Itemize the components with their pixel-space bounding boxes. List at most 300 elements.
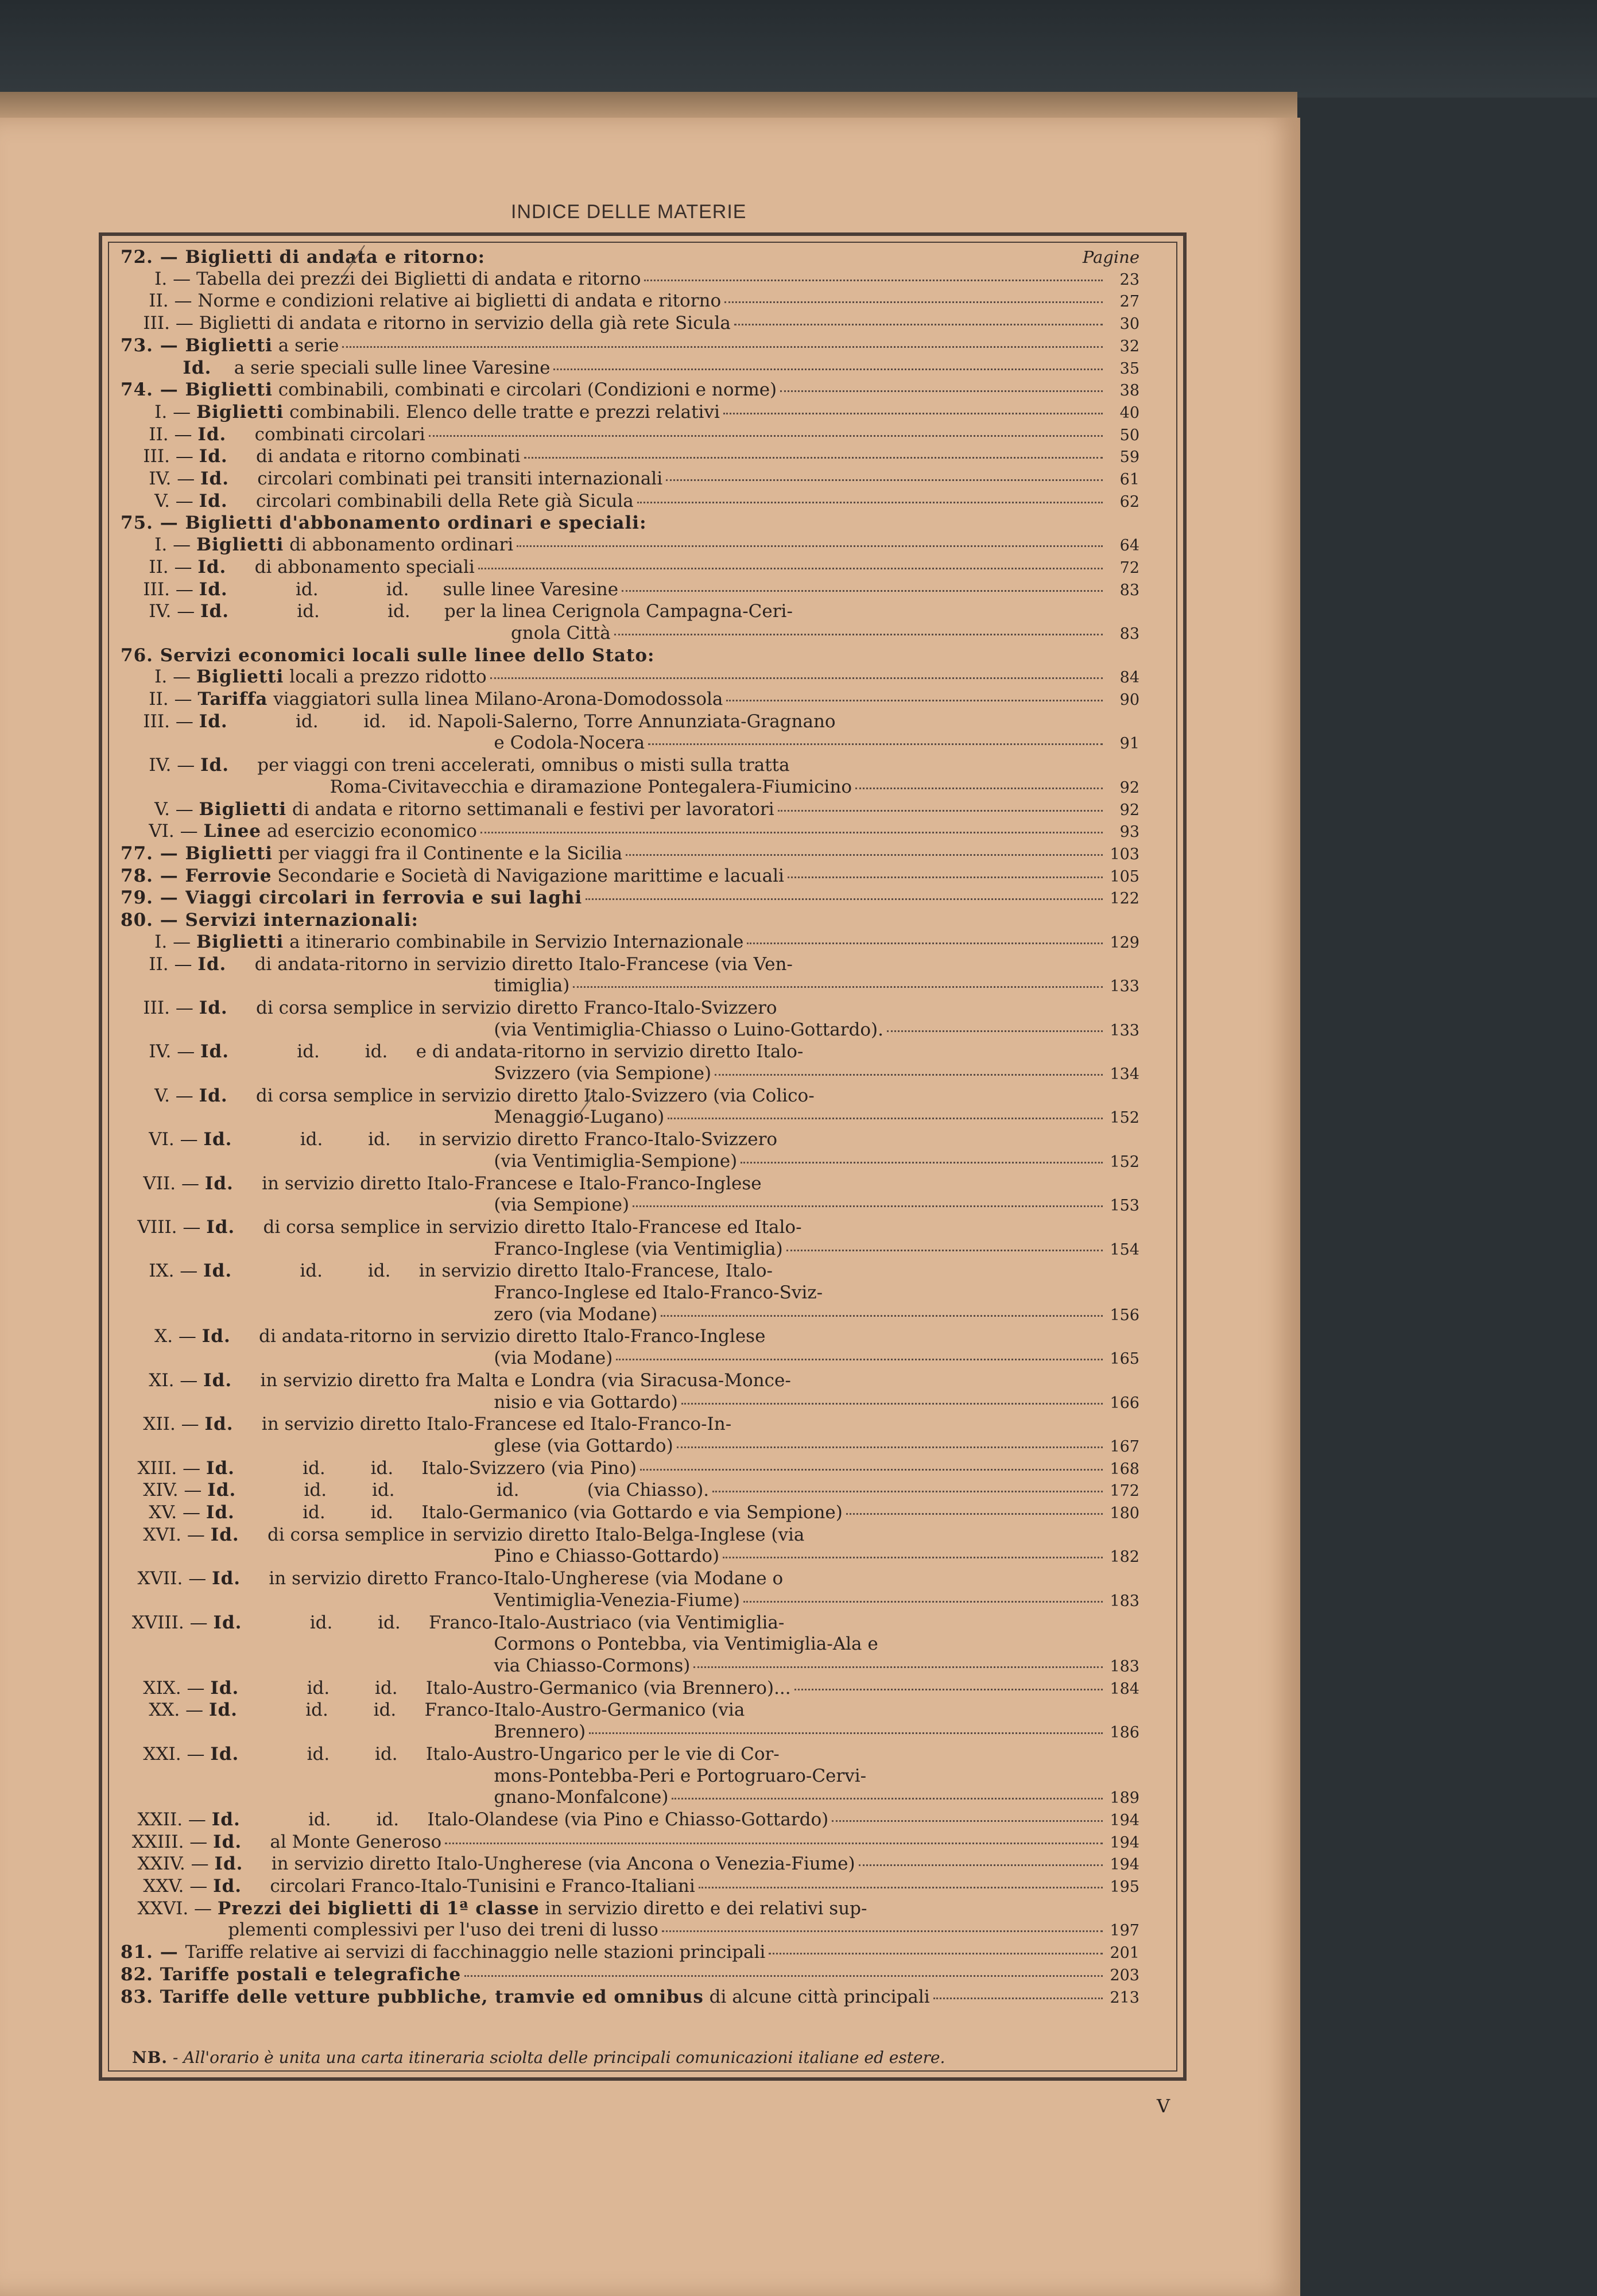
- toc-row-number: 80. —: [121, 910, 185, 931]
- toc-row-number: XXIV. —: [121, 1853, 215, 1875]
- toc-row-number: XV. —: [121, 1502, 206, 1523]
- toc-row-number: [121, 1063, 494, 1085]
- toc-row-body: [494, 1436, 1106, 1457]
- toc-row: [121, 1655, 1139, 1678]
- dot-leader: [735, 1425, 1103, 1426]
- toc-row-number: [121, 1194, 494, 1216]
- toc-row-body: [212, 1809, 1106, 1831]
- toc-row-lead: Id.: [211, 1809, 241, 1830]
- toc-row-page: 30: [1119, 315, 1139, 333]
- toc-row-lead: Id.: [210, 1743, 239, 1764]
- toc-row-body: [197, 557, 1106, 579]
- toc-row-lead: Id.: [203, 1261, 232, 1282]
- toc-row-lead: Id.: [199, 490, 228, 511]
- dot-leader: [478, 568, 1103, 569]
- toc-row: [121, 290, 1139, 313]
- toc-row: [121, 1876, 1139, 1898]
- toc-row: [121, 424, 1139, 447]
- toc-row-text: Biglietti di andata e ritorno in servizio della già rete Sicula: [199, 313, 731, 334]
- toc-row-page: 182: [1110, 1548, 1139, 1566]
- toc-row-body: [205, 1173, 1106, 1195]
- toc-row-number: XVII. —: [121, 1568, 212, 1589]
- dot-leader: [614, 634, 1103, 635]
- nota-bene: [132, 2048, 1165, 2067]
- dot-leader: [818, 1096, 1103, 1098]
- dot-leader: [859, 1864, 1103, 1866]
- toc-row-text: al Monte Generoso: [242, 1831, 442, 1852]
- toc-row-lead: Id.: [199, 997, 228, 1018]
- toc-row-text: a serie: [272, 335, 339, 356]
- toc-row-page: 84: [1119, 669, 1139, 687]
- toc-row-text: id. id. Italo-Austro-Germanico (via Brennero)...: [239, 1677, 791, 1698]
- toc-row-text: id. id. in servizio diretto Franco-Italo-Svizzero: [232, 1129, 778, 1150]
- toc-row-body: [494, 1634, 1106, 1655]
- toc-row-body: [199, 1085, 1106, 1107]
- toc-row-text: circolari combinati pei transiti internazionali: [229, 468, 663, 490]
- toc-row-number: I. —: [121, 931, 196, 952]
- toc-row-text: gnola Città: [510, 622, 611, 643]
- toc-row-text: id. id. sulle linee Varesine: [227, 579, 619, 600]
- toc-row-text: id. id. Italo-Olandese (via Pino e Chiasso-Gottardo): [240, 1809, 829, 1830]
- toc-row-number: 78. —: [121, 865, 185, 886]
- toc-row-number: XI. —: [121, 1370, 204, 1391]
- toc-row-body: [494, 1194, 1106, 1216]
- toc-row-page: 134: [1110, 1065, 1139, 1084]
- toc-row: [121, 1964, 1139, 1987]
- toc-row-number: [121, 1282, 494, 1304]
- toc-row-lead: Id.: [199, 1085, 228, 1106]
- toc-row: [121, 1194, 1139, 1217]
- dot-leader: [748, 1711, 1103, 1712]
- dot-leader: [794, 1689, 1103, 1690]
- toc-row-body: [196, 932, 1106, 953]
- toc-row-text: id. id. Italo-Svizzero (via Pino): [234, 1457, 637, 1479]
- toc-row-text: (via Modane): [494, 1348, 613, 1369]
- toc-row-body: [199, 711, 1106, 733]
- dot-leader: [429, 435, 1103, 437]
- toc-row: [121, 468, 1139, 491]
- toc-row-body: [207, 1480, 1106, 1502]
- toc-row-number: VII. —: [121, 1173, 205, 1194]
- toc-row-body: [160, 1964, 1106, 1986]
- toc-row-body: [197, 290, 1106, 312]
- dot-leader: [480, 832, 1103, 833]
- toc-row-body: [213, 1876, 1106, 1898]
- toc-row-page: 64: [1119, 537, 1139, 555]
- toc-row-body: [183, 358, 1106, 379]
- toc-row: [121, 446, 1139, 468]
- toc-row-page: 183: [1110, 1658, 1139, 1676]
- toc-row-body: [218, 1898, 1106, 1920]
- toc-row-lead: Id.: [204, 1173, 234, 1194]
- toc-row-page: 154: [1110, 1240, 1139, 1259]
- toc-row-text: in servizio diretto Italo-Ungherese (via Ancona o Venezia-Fiume): [243, 1853, 855, 1875]
- toc-row-page: 197: [1110, 1922, 1139, 1940]
- toc-row: [121, 623, 1139, 645]
- dot-leader: [726, 700, 1103, 701]
- dot-leader: [445, 1843, 1103, 1844]
- toc-row: [121, 1787, 1139, 1809]
- toc-row-text: id. id. e di andata-ritorno in servizio diretto Italo-: [229, 1041, 804, 1062]
- toc-row: [121, 1678, 1139, 1700]
- dot-leader: [723, 1557, 1103, 1558]
- toc-row: [121, 1282, 1139, 1304]
- toc-row-number: [121, 1151, 494, 1173]
- toc-row: [121, 557, 1139, 579]
- dot-leader: [743, 1601, 1103, 1603]
- toc-row: [121, 1744, 1139, 1766]
- toc-row: [121, 975, 1139, 998]
- toc-row-text: di andata e ritorno settimanali e festivi per lavoratori: [286, 798, 774, 820]
- dot-leader: [796, 965, 1103, 967]
- toc-row-number: V. —: [121, 1085, 199, 1106]
- toc-row-text: di abbonamento ordinari: [284, 534, 514, 556]
- toc-row-body: [494, 1655, 1106, 1677]
- dot-leader: [769, 1953, 1103, 1954]
- toc-row: [121, 932, 1139, 954]
- toc-row: [121, 1832, 1139, 1854]
- toc-row: [121, 313, 1139, 335]
- toc-row-lead: Id.: [212, 1568, 241, 1589]
- toc-row-page: 23: [1119, 270, 1139, 289]
- toc-row-body: [196, 666, 1106, 688]
- toc-row-body: [494, 1282, 1106, 1304]
- toc-row: [121, 1612, 1139, 1634]
- dot-leader: [808, 1535, 1103, 1537]
- toc-row-body: [494, 1766, 1106, 1787]
- toc-row-number: XXVI. —: [121, 1898, 218, 1919]
- dot-leader: [786, 1250, 1103, 1251]
- toc-row-page: 27: [1119, 293, 1139, 311]
- toc-row: [121, 1898, 1139, 1920]
- toc-row-page: 167: [1110, 1437, 1139, 1456]
- toc-row-text: Roma-Civitavecchia e diramazione Pontegalera-Fiumicino: [330, 776, 852, 797]
- toc-row-number: XIV. —: [121, 1480, 208, 1501]
- dot-leader: [855, 788, 1103, 789]
- toc-row-text: timiglia): [494, 975, 570, 996]
- toc-row-body: [210, 1678, 1106, 1700]
- toc-row-number: III. —: [121, 997, 199, 1018]
- toc-row-lead: Id.: [213, 1612, 242, 1633]
- toc-row-lead: Id.: [200, 1041, 230, 1062]
- toc-row-body: [494, 1151, 1106, 1173]
- dot-leader: [781, 1140, 1103, 1142]
- toc-row-body: [511, 623, 1106, 645]
- toc-row-body: [200, 755, 1106, 777]
- toc-row: [121, 1173, 1139, 1195]
- toc-row-number: VI. —: [121, 1129, 204, 1150]
- toc-row-lead: Biglietti: [185, 335, 273, 356]
- toc-row-text: plementi complessivi per l'uso dei treni di lusso: [228, 1919, 658, 1941]
- toc-row: [121, 1987, 1139, 2009]
- toc-row: [121, 1942, 1139, 1964]
- toc-row-page: 133: [1110, 978, 1139, 996]
- toc-row-page: 152: [1110, 1109, 1139, 1127]
- dot-leader: [724, 301, 1103, 303]
- toc-row-lead: Biglietti: [185, 843, 273, 864]
- table-of-contents: [121, 247, 1139, 2008]
- toc-row-text: di corsa semplice in servizio diretto Italo-Francese ed Italo-: [235, 1216, 802, 1238]
- nb-label: NB.: [132, 2048, 168, 2067]
- toc-row-body: [199, 799, 1106, 821]
- toc-row-text: per viaggi fra il Continente e la Sicilia: [272, 843, 623, 864]
- toc-row: [121, 358, 1139, 380]
- toc-row: [121, 821, 1139, 843]
- toc-row-body: [494, 1787, 1106, 1809]
- dot-leader: [648, 743, 1103, 745]
- toc-row-text: Menaggio-Lugano): [494, 1107, 665, 1128]
- toc-row-body: [494, 732, 1106, 754]
- toc-row-body: [203, 1370, 1106, 1392]
- toc-row: [121, 1370, 1139, 1392]
- toc-row: [121, 1129, 1139, 1151]
- toc-row-text: glese (via Gottardo): [494, 1435, 673, 1456]
- toc-row-body: [200, 601, 1106, 623]
- dark-backdrop: [0, 0, 1597, 98]
- dot-leader: [723, 413, 1103, 414]
- toc-row: [121, 1809, 1139, 1832]
- dot-leader: [573, 986, 1103, 988]
- toc-row-body: [185, 1942, 1106, 1964]
- dot-leader: [681, 1403, 1103, 1405]
- toc-row-number: IV. —: [121, 601, 201, 622]
- toc-row-lead: Id.: [210, 1524, 239, 1545]
- toc-row-page: 153: [1110, 1197, 1139, 1215]
- toc-row: [121, 1634, 1139, 1655]
- toc-row-number: [121, 1546, 494, 1568]
- toc-row-lead: Servizi economici locali sulle linee dello Stato:: [160, 645, 655, 666]
- toc-row: [121, 910, 1139, 932]
- toc-row: [121, 601, 1139, 623]
- toc-row-number: [121, 1107, 494, 1128]
- toc-row-body: [494, 1019, 1106, 1041]
- toc-row-page: 83: [1119, 625, 1139, 643]
- dot-leader: [796, 612, 1103, 614]
- toc-row-number: III. —: [121, 579, 199, 600]
- dot-leader: [668, 1118, 1103, 1119]
- toc-row-lead: Id.: [208, 1700, 238, 1721]
- toc-row-text: mons-Pontebba-Peri e Portogruaro-Cervi-: [494, 1765, 867, 1786]
- toc-row-page: 194: [1110, 1811, 1139, 1829]
- dot-leader: [747, 943, 1103, 944]
- dot-leader: [699, 1887, 1103, 1888]
- toc-row-text: via Chiasso-Cormons): [494, 1655, 691, 1676]
- toc-row: [121, 1085, 1139, 1107]
- page-number: V: [1157, 2095, 1170, 2117]
- toc-row-text: id. id. per la linea Cerignola Campagna-Ceri-: [229, 601, 793, 622]
- toc-row-text: Svizzero (via Sempione): [494, 1063, 712, 1084]
- running-head: INDICE DELLE MATERIE: [511, 201, 747, 223]
- toc-row: [121, 1436, 1139, 1458]
- dot-leader: [489, 258, 1073, 259]
- toc-row-lead: Biglietti d'abbonamento ordinari e speciali:: [185, 513, 647, 534]
- toc-row-text: a itinerario combinabile in Servizio Internazionale: [284, 931, 744, 952]
- toc-row-text: Franco-Inglese (via Ventimiglia): [494, 1238, 783, 1259]
- toc-row-number: [121, 1787, 494, 1809]
- toc-row-text: combinabili. Elenco delle tratte e prezzi relativi: [284, 401, 720, 422]
- toc-row-text: di corsa semplice in servizio diretto Italo-Svizzero (via Colico-: [227, 1085, 815, 1106]
- toc-row-lead: Tariffe postali e telegrafiche: [160, 1964, 462, 1985]
- toc-row-number: V. —: [121, 490, 199, 511]
- toc-row-page: 194: [1110, 1856, 1139, 1874]
- toc-row: [121, 1019, 1139, 1042]
- toc-row: [121, 666, 1139, 689]
- toc-row: [121, 379, 1139, 402]
- toc-row-number: [121, 1436, 494, 1457]
- dot-leader: [776, 1271, 1103, 1273]
- toc-row: [121, 1063, 1139, 1085]
- toc-row-page: 62: [1119, 492, 1139, 511]
- toc-row: [121, 689, 1139, 711]
- toc-row-text: di corsa semplice in servizio diretto Italo-Belga-Inglese (via: [239, 1524, 805, 1545]
- toc-row-number: X. —: [121, 1326, 202, 1347]
- toc-row-body: [206, 1502, 1106, 1524]
- toc-row-number: IX. —: [121, 1261, 204, 1282]
- toc-row-number: [121, 358, 183, 379]
- dot-leader: [715, 1074, 1103, 1076]
- toc-row-page: 194: [1110, 1833, 1139, 1852]
- toc-row-number: 75. —: [121, 513, 185, 534]
- toc-row-lead: Id.: [213, 1831, 242, 1852]
- dot-leader: [839, 722, 1103, 724]
- dot-leader: [734, 324, 1103, 325]
- toc-row-number: II. —: [121, 424, 198, 445]
- toc-row-text: in servizio diretto Italo-Francese e Italo-Franco-Inglese: [233, 1173, 762, 1194]
- toc-row-lead: Id.: [206, 1457, 235, 1479]
- dot-leader: [870, 1909, 1103, 1911]
- toc-row-number: II. —: [121, 556, 198, 577]
- toc-row-lead: Id.: [197, 424, 227, 445]
- toc-row: [121, 335, 1139, 358]
- toc-row: [121, 579, 1139, 602]
- toc-row-text: (via Ventimiglia-Sempione): [494, 1150, 738, 1172]
- toc-row-lead: Tariffe delle vetture pubbliche, tramvie ed omnibus: [160, 1986, 704, 2007]
- toc-row-body: [212, 1568, 1106, 1590]
- dot-leader: [672, 1798, 1103, 1799]
- toc-row-lead: Id.: [197, 556, 227, 577]
- toc-row-body: [160, 1987, 1106, 2008]
- toc-row-text: Ventimiglia-Venezia-Fiume): [494, 1589, 740, 1611]
- toc-row: [121, 843, 1139, 866]
- toc-row-page: 91: [1119, 735, 1139, 753]
- toc-row-number: XXII. —: [121, 1809, 212, 1830]
- toc-row-text: di andata-ritorno in servizio diretto Italo-Francese (via Ven-: [226, 953, 793, 975]
- toc-row: [121, 866, 1139, 888]
- dot-leader: [661, 1315, 1103, 1317]
- toc-row-text: Cormons o Pontebba, via Ventimiglia-Ala e: [494, 1634, 878, 1655]
- toc-row-body: [185, 513, 1106, 534]
- toc-row-text: id. id. Italo-Germanico (via Gottardo e via Sempione): [234, 1502, 843, 1523]
- toc-row-body: [202, 1326, 1106, 1348]
- toc-row-lead: Viaggi circolari in ferrovia e sui laghi: [185, 887, 583, 909]
- toc-row-number: 77. —: [121, 843, 185, 864]
- toc-row: [121, 1766, 1139, 1787]
- toc-row-body: [200, 468, 1106, 490]
- dot-leader: [662, 1930, 1103, 1932]
- toc-row-text: zero (via Modane): [494, 1304, 658, 1325]
- toc-row: [121, 534, 1139, 557]
- toc-row-number: XX. —: [121, 1700, 209, 1721]
- dot-leader: [887, 1030, 1103, 1032]
- toc-row-number: XXI. —: [121, 1743, 211, 1764]
- toc-row-page: 59: [1119, 448, 1139, 467]
- toc-row-text: di corsa semplice in servizio diretto Franco-Italo-Svizzero: [227, 997, 777, 1018]
- toc-row-body: [494, 1107, 1106, 1128]
- dot-leader: [693, 1666, 1103, 1668]
- toc-row-text: (via Ventimiglia-Chiasso o Luino-Gottardo).: [494, 1019, 883, 1040]
- toc-row-text: di andata e ritorno combinati: [227, 446, 521, 467]
- toc-row-lead: Id.: [197, 953, 227, 975]
- toc-row-body: [494, 1239, 1106, 1261]
- toc-row-body: [228, 1919, 1106, 1941]
- toc-row-page: 172: [1110, 1482, 1139, 1500]
- dot-leader: [553, 369, 1103, 370]
- toc-row: [121, 1458, 1139, 1480]
- toc-row-body: [185, 335, 1106, 357]
- dot-leader: [788, 1623, 1103, 1625]
- toc-row-page: 203: [1110, 1966, 1139, 1984]
- toc-row-page: 122: [1110, 890, 1139, 908]
- toc-row-page: 166: [1110, 1394, 1139, 1412]
- toc-row-page: 72: [1119, 559, 1139, 577]
- toc-row: [121, 1546, 1139, 1568]
- toc-row-number: [121, 1721, 494, 1743]
- toc-row-number: [121, 777, 330, 798]
- toc-row: [121, 1107, 1139, 1129]
- toc-row-number: II. —: [121, 689, 198, 710]
- dot-leader: [781, 1009, 1103, 1010]
- toc-row-text: in servizio diretto fra Malta e Londra (via Siracusa-Monce-: [232, 1370, 791, 1391]
- dot-leader: [933, 1998, 1103, 1999]
- toc-row-number: 82.: [121, 1964, 160, 1985]
- toc-row-page: 129: [1110, 933, 1139, 952]
- dot-leader: [677, 1446, 1103, 1448]
- toc-row-body: [197, 954, 1106, 976]
- toc-row-body: [494, 1063, 1106, 1085]
- toc-row-page: 186: [1110, 1724, 1139, 1742]
- toc-row: [121, 755, 1139, 777]
- toc-row: [121, 799, 1139, 821]
- toc-row-lead: Tariffa: [197, 689, 268, 710]
- toc-row-body: [200, 1041, 1106, 1063]
- toc-row-page: 40: [1119, 404, 1139, 422]
- toc-row-text: circolari Franco-Italo-Tunisini e Franco-Italiani: [242, 1876, 695, 1897]
- toc-row-body: [494, 1392, 1106, 1414]
- dot-leader: [517, 545, 1103, 547]
- toc-row-text: circolari combinabili della Rete già Sicula: [227, 490, 634, 511]
- toc-row-number: III. —: [121, 446, 199, 467]
- toc-row-lead: Id.: [199, 446, 228, 467]
- toc-row-text: Norme e condizioni relative ai biglietti di andata e ritorno: [197, 290, 722, 312]
- toc-row-body: [494, 1348, 1106, 1370]
- toc-row-page: 35: [1119, 359, 1139, 378]
- toc-row-lead: Id.: [200, 755, 230, 776]
- toc-row-number: [121, 1392, 494, 1414]
- dot-leader: [741, 1162, 1103, 1163]
- toc-row-page: 92: [1119, 801, 1139, 819]
- toc-row-lead: Id.: [210, 1677, 239, 1698]
- toc-row-text: a serie speciali sulle linee Varesine: [211, 357, 551, 378]
- toc-row-number: [121, 1919, 228, 1941]
- toc-row-number: [121, 1766, 494, 1787]
- toc-row-text: combinabili, combinati e circolari (Condizioni e norme): [272, 379, 777, 401]
- dot-leader: [650, 523, 1103, 525]
- toc-row-body: [199, 998, 1106, 1019]
- toc-row-body: [494, 1546, 1106, 1568]
- toc-row-number: [121, 623, 511, 645]
- toc-row-text: (via Sempione): [494, 1194, 630, 1216]
- dot-leader: [524, 457, 1103, 459]
